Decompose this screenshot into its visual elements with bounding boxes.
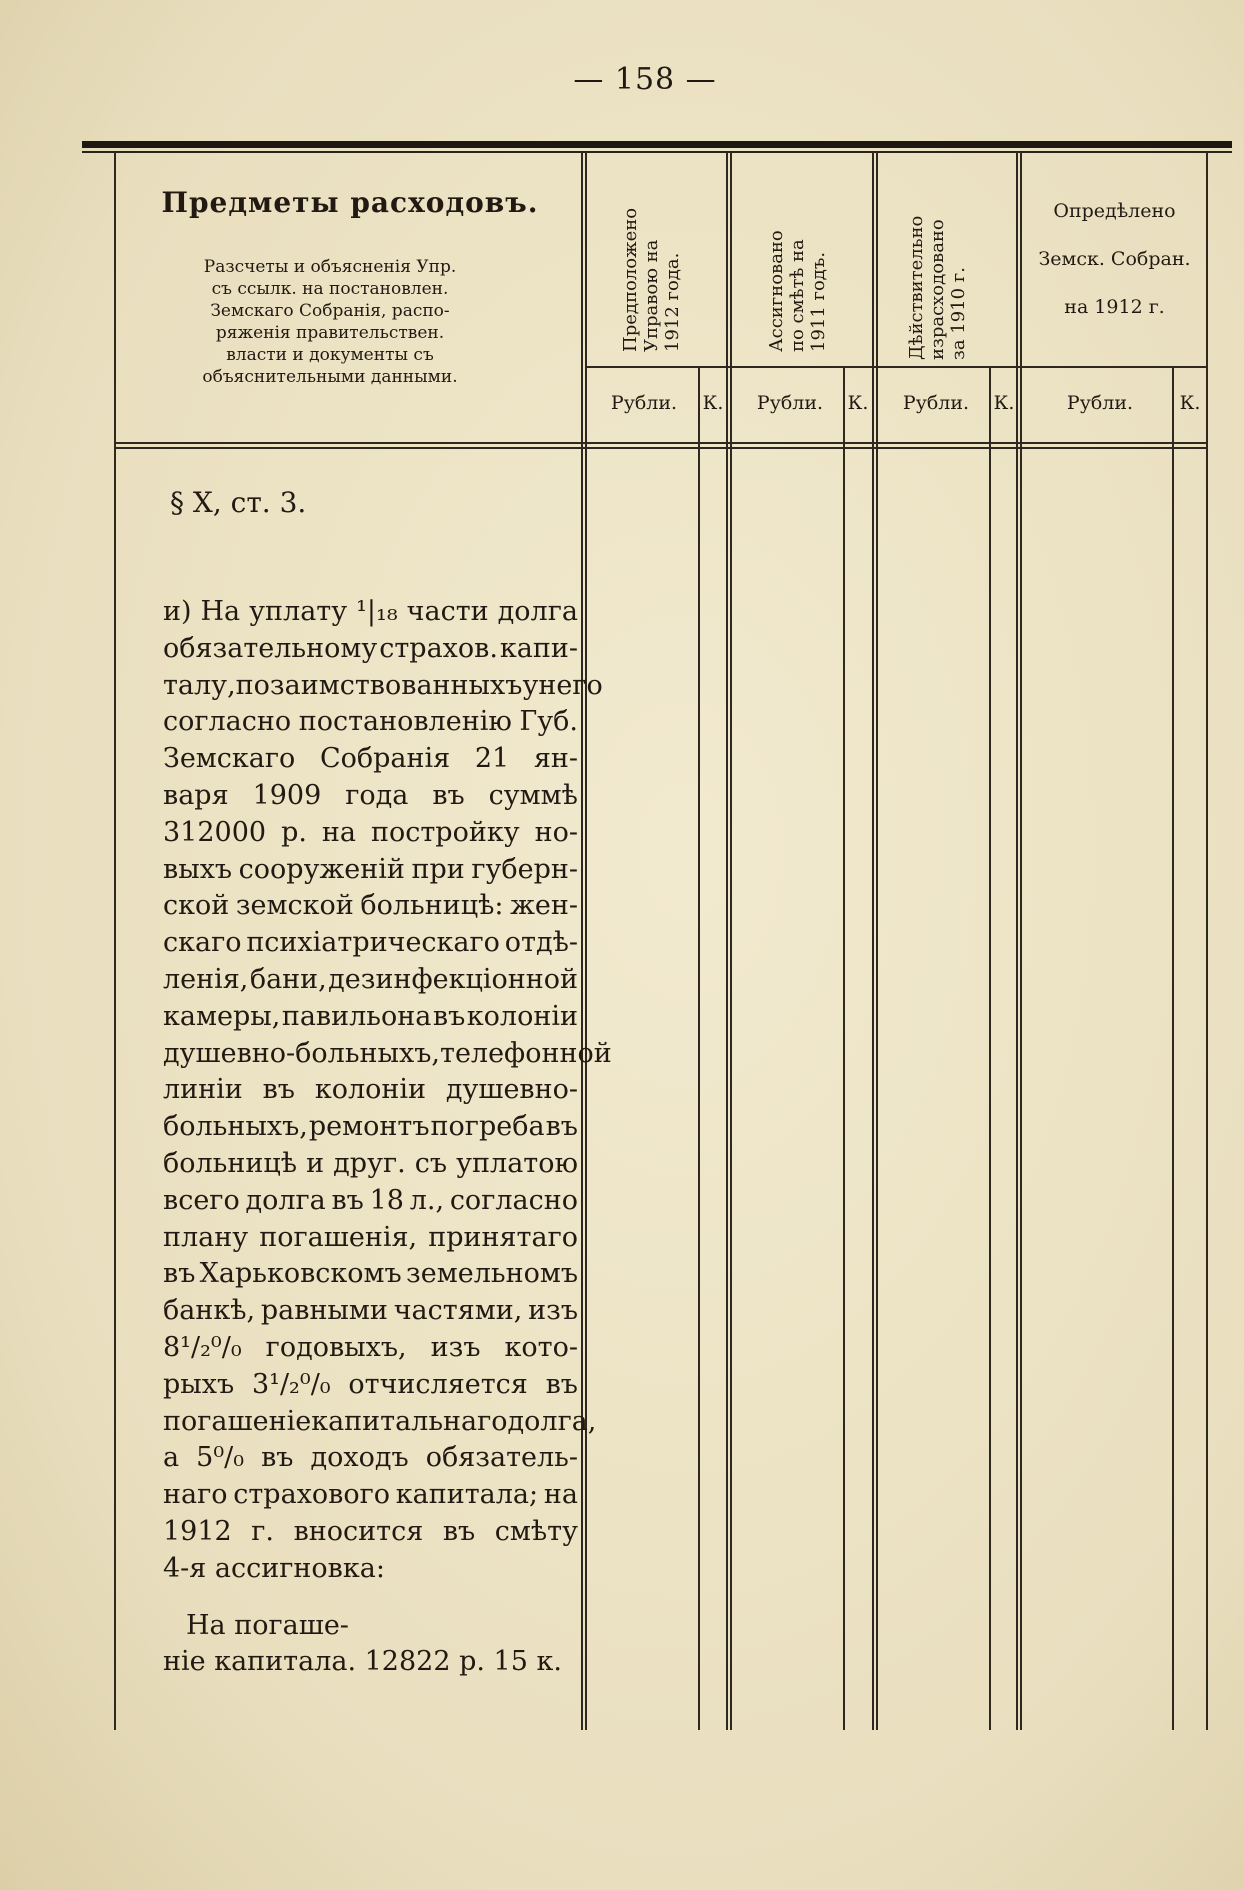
column-divider-2b <box>730 152 732 1730</box>
column-title-expenses: Предметы расходовъ. <box>161 186 539 219</box>
text-line: 8¹/₂⁰/₀ годовыхъ, изъ кото- <box>163 1331 578 1363</box>
text-line: всего долга въ 18 л., согласно <box>163 1184 578 1216</box>
text-line: ленія, бани, дезинфекціонной <box>163 963 578 995</box>
entry-text-block <box>163 594 612 1588</box>
text-line: а 5⁰/₀ въ доходъ обязатель- <box>163 1442 578 1474</box>
text-line: 312000 р. на постройку но- <box>163 816 578 848</box>
kop-divider-1 <box>698 366 700 1730</box>
subtitle-line: Земскаго Собранія, распо- <box>210 301 450 321</box>
text-line: плану погашенія, принятаго <box>163 1221 578 1253</box>
text-line: банкѣ, равными частями, изъ <box>163 1295 578 1327</box>
text-line: 4-я ассигновка: <box>163 1552 385 1584</box>
subtitle-line: Разсчеты и объясненія Упр. <box>203 257 457 277</box>
text-line: обязательному страхов. капи- <box>163 632 578 664</box>
subtitle-line: власти и документы съ <box>226 345 434 365</box>
header-line: Ассигновано <box>766 230 787 352</box>
section-heading: § X, ст. 3. <box>170 486 307 519</box>
unit-kopecks: К. <box>702 392 724 414</box>
unit-kopecks: К. <box>847 392 869 414</box>
column-subtitle-explanations <box>160 256 500 388</box>
header-line: 1911 годъ. <box>808 251 829 352</box>
unit-rubles: Рубли. <box>902 392 970 414</box>
unit-rubles: Рубли. <box>1066 392 1134 414</box>
page-number: — 158 — <box>573 62 717 97</box>
unit-rubles: Рубли. <box>756 392 824 414</box>
column-header-determined-line2: Земск. Собран. <box>1038 248 1191 270</box>
text-line: въ Харьковскомъ земельномъ <box>163 1258 578 1290</box>
table-right-border <box>1206 152 1208 1730</box>
unit-kopecks: К. <box>1179 392 1201 414</box>
column-header-assigned-1911 <box>766 230 829 352</box>
table-left-border <box>114 152 116 1730</box>
top-thin-rule <box>82 151 1232 153</box>
repayment-label: На погаше- <box>186 1610 349 1641</box>
repayment-amount: ніе капитала. 12822 р. 15 к. <box>163 1646 562 1677</box>
text-line: больныхъ, ремонтъ погреба въ <box>163 1111 578 1143</box>
subtitle-line: ряженія правительствен. <box>215 323 445 343</box>
column-divider-4b <box>1020 152 1022 1730</box>
text-line: и) На уплату ¹|₁₈ части долга <box>163 596 578 627</box>
text-line: талу, позаимствованныхъ у него <box>163 669 603 701</box>
subtitle-line: объяснительными данными. <box>202 367 458 387</box>
text-line: согласно постановленію Губ. <box>163 706 578 738</box>
text-line: душевно-больныхъ, телефонной <box>163 1037 612 1069</box>
column-divider-1 <box>581 152 583 1730</box>
text-line: выхъ сооруженій при губерн- <box>163 853 578 885</box>
header-bottom-rule-2 <box>114 447 1206 449</box>
text-line: линіи въ колоніи душевно- <box>163 1074 578 1106</box>
header-line: израсходовано <box>927 219 948 360</box>
column-header-determined-line3: на 1912 г. <box>1064 296 1165 318</box>
top-thick-rule <box>82 141 1232 148</box>
column-header-determined-line1: Опредѣлено <box>1053 200 1176 222</box>
kop-divider-2 <box>843 366 845 1730</box>
header-line: Предположено <box>620 207 641 352</box>
header-line: Дѣйствительно <box>906 215 927 360</box>
column-divider-3 <box>872 152 874 1730</box>
header-bottom-rule <box>114 442 1206 444</box>
text-line: больницѣ и друг. съ уплатою <box>163 1147 578 1179</box>
column-divider-2 <box>726 152 728 1730</box>
text-line: скаго психіатрическаго отдѣ- <box>163 927 578 959</box>
column-header-proposed-1912 <box>620 208 683 352</box>
kop-divider-4 <box>1172 366 1174 1730</box>
text-line: ской земской больницѣ: жен- <box>163 890 578 922</box>
text-line: варя 1909 года въ суммѣ <box>163 779 578 811</box>
column-divider-1b <box>585 152 587 1730</box>
unit-rubles: Рубли. <box>610 392 678 414</box>
text-line: камеры, павильона въ колоніи <box>163 1000 578 1032</box>
units-row-top <box>585 366 1206 368</box>
text-line: погашеніе капитальнаго долга, <box>163 1405 597 1437</box>
text-line: наго страхового капитала; на <box>163 1479 578 1511</box>
header-line: по смѣтѣ на <box>787 239 808 352</box>
text-line: рыхъ 3¹/₂⁰/₀ отчисляется въ <box>163 1368 578 1400</box>
header-line: Управою на <box>641 239 662 352</box>
column-divider-3b <box>876 152 878 1730</box>
header-line: 1912 года. <box>662 252 683 352</box>
text-line: 1912 г. вносится въ смѣту <box>163 1515 578 1547</box>
header-line: за 1910 г. <box>948 267 969 360</box>
kop-divider-3 <box>989 366 991 1730</box>
column-divider-4 <box>1016 152 1018 1730</box>
text-line: Земскаго Собранія 21 ян- <box>163 743 578 775</box>
unit-kopecks: К. <box>993 392 1015 414</box>
subtitle-line: съ ссылк. на постановлен. <box>211 279 449 299</box>
column-header-spent-1910 <box>906 216 969 360</box>
